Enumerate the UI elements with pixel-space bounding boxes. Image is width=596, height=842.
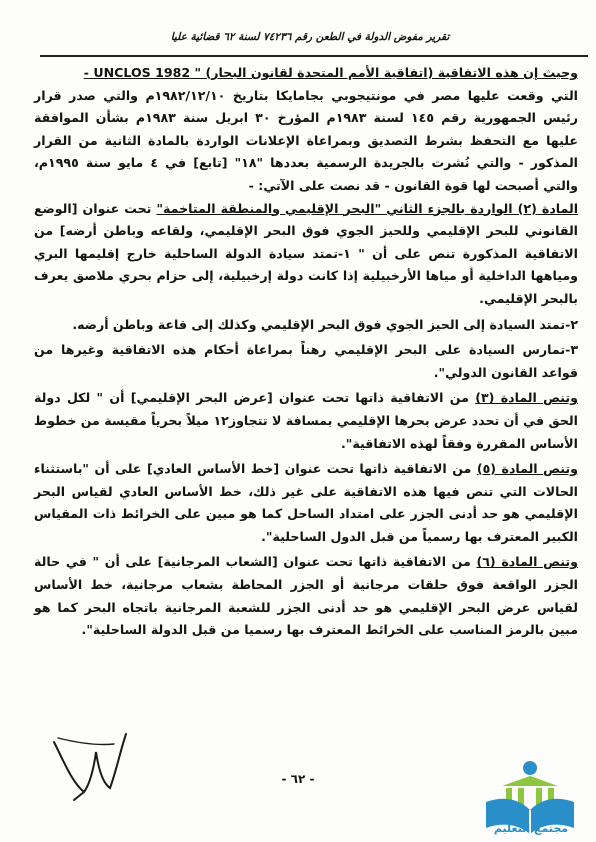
logo-text: مجتمع التعليم [493, 822, 569, 835]
paragraph-text: ٢-تمتد السيادة إلى الحيز الجوي فوق البحر الإقليمي وكذلك إلى قاعة وباطن أرضه. [72, 316, 578, 332]
paragraph [34, 339, 578, 384]
signature-mark [44, 722, 164, 802]
paragraph [34, 314, 578, 337]
paragraph-lead: المادة (٢) الواردة بالجزء الثاني "البحر الإقليمي والمنطقة المتاخمة" [156, 200, 579, 216]
paragraph-lead: وحيث إن هذه الاتفاقية (اتفاقية الأمم المتحدة لقانون البحار) " UNCLOS 1982 - [83, 65, 578, 80]
paragraph-text: تحت عنوان [الوضع القانوني للبحر الإقليمي وللحيز الجوي فوق البحر الإقليمي، ولقاعه وباطن أرضه] من الاتفاقية المذكورة تنص على أن " ١-تمتد سيادة الدولة الساحلية خارج إقليمها البري ومياهها الداخلية أو مياها الأرخبيلية إذا كانت دولة إرخبيلية، إلى حزام بحري ملاصق يعرف بالبحر الإقليمي. [34, 200, 578, 306]
paragraph-lead: وتنص المادة (٥) [476, 461, 578, 477]
page-number: - ٦٢ - [281, 772, 315, 786]
paragraph-text: التي وقعت عليها مصر في مونتيجوبي بجامايكا بتاريخ ١٩٨٢/١٢/١٠م والتي صدر قرار رئيس الجمهورية رقم ١٤٥ لسنة ١٩٨٣م المؤرخ ٣٠ ابريل سنة ١٩٨٣م بشأن الموافقة عليها مع التحفظ بشرط التصديق وبمراعاة الإعلانات الواردة بالمادة الثانية من القرار المذكور - والتي نُشرت بالجريدة الرسمية بعددها "١٨" [تابع] في ٤ مايو سنة ١٩٩٥م، والتي أصبحت لها قوة القانون - قد نصت على الآتي: - [34, 87, 579, 193]
paragraph [34, 198, 578, 311]
paragraph [34, 551, 578, 641]
paragraph [34, 458, 578, 548]
paragraph-text: من الاتفاقية ذاتها تحت عنوان [الشعاب المرجانية] على أن " في حالة الجزر الواقعة فوق حلقات مرجانية أو الجزر المحاطة بشعاب مرجانية، خط الأساس لقياس عرض البحر الإقليمي هو حد أدنى الجزر للشعبة المرجانية باتجاه البحر كما هو مبين بالرمز المناسب على الخرائط المعترف بها رسميا من قبل الدولة الساحلية". [34, 554, 578, 638]
paragraph-text: ٣-تمارس السيادة على البحر الإقليمي رهناً بمراعاة أحكام هذه الاتفاقية وغيرها من قواعد القانون الدولي". [34, 342, 578, 380]
paragraph [34, 62, 578, 85]
paragraph-text: من الاتفاقية ذاتها تحت عنوان [عرض البحر الإقليمي] أن " لكل دولة الحق في أن تحدد عرض بحرها الإقليمي بمسافة لا تتجاوز١٢ ميلاً بحرياً مقيسة من خطوط الأساس المقررة وفقاً لهذه الاتفاقية". [34, 390, 578, 451]
document-body [34, 62, 578, 642]
paragraph [34, 387, 578, 455]
paragraph [34, 85, 578, 198]
paragraph-text: من الاتفاقية ذاتها تحت عنوان [خط الأساس العادي] على أن "باستثناء الحالات التي تنص فيها هذه الاتفاقية على غير ذلك، خط الأساس العادي لقياس البحر الإقليمي هو حد أدنى الجزر على امتداد الساحل كما هو مبين على الخرائط ذات المقياس الكبير المعترف بها رسمياً من قبل الدول الساحلية". [34, 461, 578, 544]
paragraph-lead: وتنص المادة (٣) [475, 390, 578, 406]
page-header: تقرير مفوض الدولة في الطعن رقم ٧٤٢٣٦ لسنة ٦٢ قضائية عليا [170, 31, 450, 43]
header-rule [40, 55, 588, 57]
paragraph-lead: وتنص المادة (٦) [476, 554, 578, 570]
